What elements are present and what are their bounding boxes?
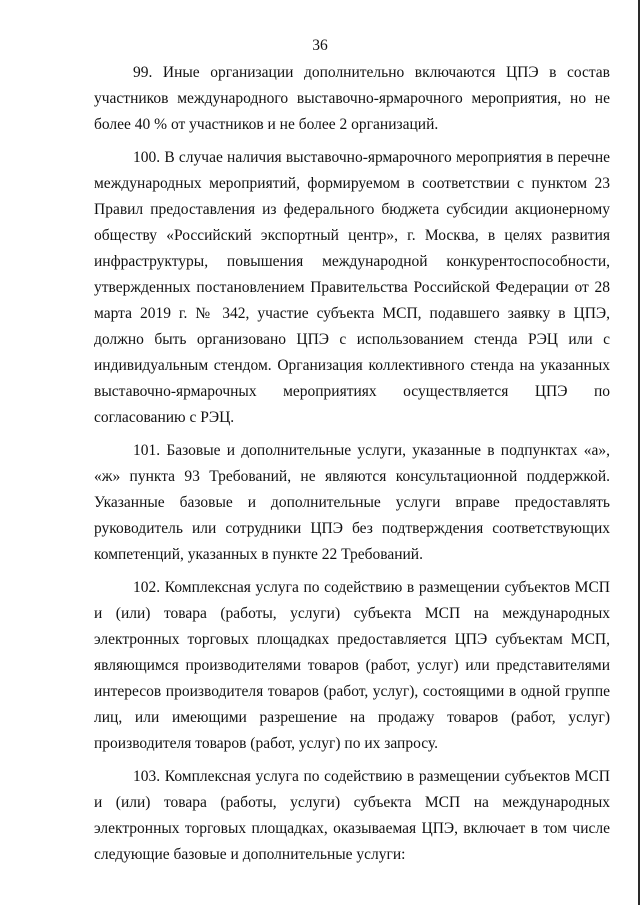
document-body (94, 60, 610, 875)
paragraph-102: 102. Комплексная услуга по содействию в размещении субъектов МСП и (или) товара (работы, услуги) субъекта МСП на международных электронных торговых площадках предоставляется ЦПЭ субъектам МСП, являющимся производителями товаров (работ, услуг) или представителями интересов производителя товаров (работ, услуг), состоящими в одной группе лиц, или имеющими разрешение на продажу товаров (работ, услуг) производителя товаров (работ, услуг) по их запросу. (94, 579, 610, 752)
paragraph-101: 101. Базовые и дополнительные услуги, указанные в подпунктах «а», «ж» пункта 93 Требований, не являются консультационной поддержкой. Указанные базовые и дополнительные услуги вправе предоставлять руководитель или сотрудники ЦПЭ без подтверждения соответствующих компетенций, указанных в пункте 22 Требований. (94, 442, 610, 563)
page-number: 36 (312, 37, 328, 54)
paragraph-103: 103. Комплексная услуга по содействию в размещении субъектов МСП и (или) товара (работы, услуги) субъекта МСП на международных электронных торговых площадках, оказываемая ЦПЭ, включает в том числе следующие базовые и дополнительные услуги: (94, 768, 610, 863)
paragraph-100: 100. В случае наличия выставочно-ярмарочного мероприятия в перечне международных мероприятий, формируемом в соответствии с пунктом 23 Правил предоставления из федерального бюджета субсидии акционерному обществу «Российский экспортный центр», г. Москва, в целях развития инфраструктуры, повышения международной конкурентоспособности, утвержденных постановлением Правительства Российской Федерации от 28 марта 2019 г. № 342, участие субъекта МСП, подавшего заявку в ЦПЭ, должно быть организовано ЦПЭ с использованием стенда РЭЦ или с индивидуальным стендом. Организация коллективного стенда на указанных выставочно-ярмарочных мероприятиях осуществляется ЦПЭ по согласованию с РЭЦ. (94, 149, 610, 426)
paragraph-99: 99. Иные организации дополнительно включаются ЦПЭ в состав участников международного выставочно-ярмарочного мероприятия, но не более 40 % от участников и не более 2 организаций. (94, 64, 610, 133)
